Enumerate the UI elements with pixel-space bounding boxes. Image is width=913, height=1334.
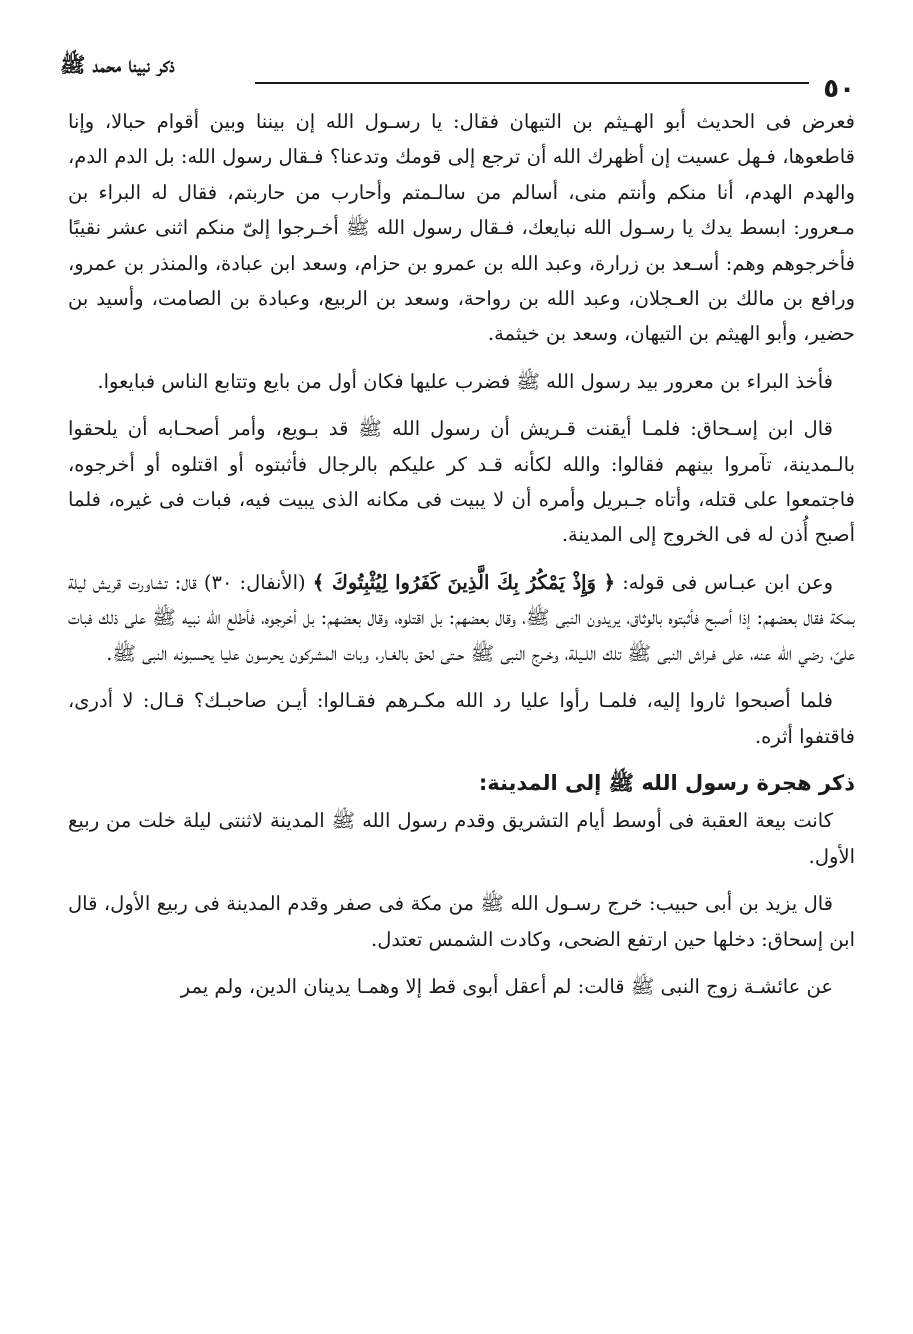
page-number: ٥٠ xyxy=(823,74,855,104)
running-title: ذكر نبينا محمد ﷺ xyxy=(60,52,175,77)
paragraph-4-intro: وعن ابن عبـاس فى قوله: xyxy=(615,570,834,594)
page-header xyxy=(60,52,855,104)
paragraph-4 xyxy=(68,565,855,671)
body-text xyxy=(68,104,855,1004)
paragraph-8: عن عائشـة زوج النبى ﷺ قالت: لم أعقل أبوى قط إلا وهمـا يدينان الدين، ولم يمر xyxy=(180,974,833,998)
header-rule xyxy=(255,82,809,84)
paragraph-2: فأخذ البراء بن معرور بيد رسول الله ﷺ فضرب عليها فكان أول من بايع وتتابع الناس فبايعوا. xyxy=(97,369,833,393)
quran-verse: ﴿ وَإِذْ يَمْكُرُ بِكَ الَّذِينَ كَفَرُوا لِيُثْبِتُوكَ ﴾ xyxy=(312,570,616,594)
paragraph-6: كانت بيعة العقبة فى أوسط أيام التشريق وقدم رسول الله ﷺ المدينة لاثنتى ليلة خلت من ربيع الأول. xyxy=(68,809,855,868)
section-heading: ذكر هجرة رسول الله ﷺ إلى المدينة: xyxy=(478,770,855,795)
paragraph-4-body: (الأنفال: ٣٠) قال: تشاورت قريش ليلة بمكة فقال بعضهم: إذا أصبح فأثبتوه بالوثاق، يريدون النبى ﷺ، وقال بعضهم: بل اقتلوه، وقال بعضهم: بل أخرجوه، فأطلع الله نبيه ﷺ على ذلك فبات علىّ، رضي الله عنه، على فـراش النبى ﷺ تلك اللـيلة، وخـرج النبى ﷺ حـتى لحق بالغـار، وبات المشركون يحرسون عليا يحسبونه النبى ﷺ. xyxy=(68,570,855,665)
paragraph-5: فلما أصبحوا ثاروا إليه، فلمـا رأوا عليا رد الله مكـرهم فقـالوا: أيـن صاحبـك؟ قـال: لا أدرى، فاقتفوا أثره. xyxy=(68,689,855,748)
paragraph-7: قال يزيد بن أبى حبيب: خرج رسـول الله ﷺ من مكة فى صفر وقدم المدينة فى ربيع الأول، قال ابن إسحاق: دخلها حين ارتفع الضحى، وكادت الشمس تعتدل. xyxy=(68,892,855,951)
paragraph-1: فعرض فى الحديث أبو الهـيثم بن التيهان فقال: يا رسـول الله إن بيننا وبين أقوام حبالا، وإنا قاطعوها، فـهل عسيت إن أظهرك الله أن ترجع إلى قومك وتدعنا؟ فـقال رسول الله: بل الدم الدم، والهدم الهدم، أنا منكم وأنتم منى، أسالم من سالـمتم وأحارب من حاربتم، فقال له البراء بن مـعرور: ابسط يدك يا رسـول الله نبايعك، فـقال رسول الله ﷺ أخـرجوا إلىّ منكم اثنى عشر نقيبًا فأخرجوهم وهم: أسـعد بن زرارة، وعبد الله بن عمرو بن حزام، وسعد ابن عبادة، والمنذر بن عمرو، ورافع بن مالك بن العـجلان، وعبد الله بن رواحة، وسعد بن الربيع، وعبادة بن الصامت، وأسيد بن حضير، وأبو الهيثم بن التيهان، وسعد بن خيثمة. xyxy=(68,110,855,346)
paragraph-3: قال ابن إسـحاق: فلمـا أيقنت قـريش أن رسول الله ﷺ قد بـويع، وأمر أصحـابه أن يلحقوا بالـمدينة، تآمروا بينهم فقالوا: والله لكأنه قـد كر عليكم بالرجال فأثبتوه أو اقتلوه أو أخرجوه، فاجتمعوا على قتله، وأتاه جـبريل وأمره أن لا يبيت فى مكانه الذى يبيت فيه، فبات فى غيره، فلما أصبح أُذن له فى الخروج إلى المدينة. xyxy=(68,417,855,547)
